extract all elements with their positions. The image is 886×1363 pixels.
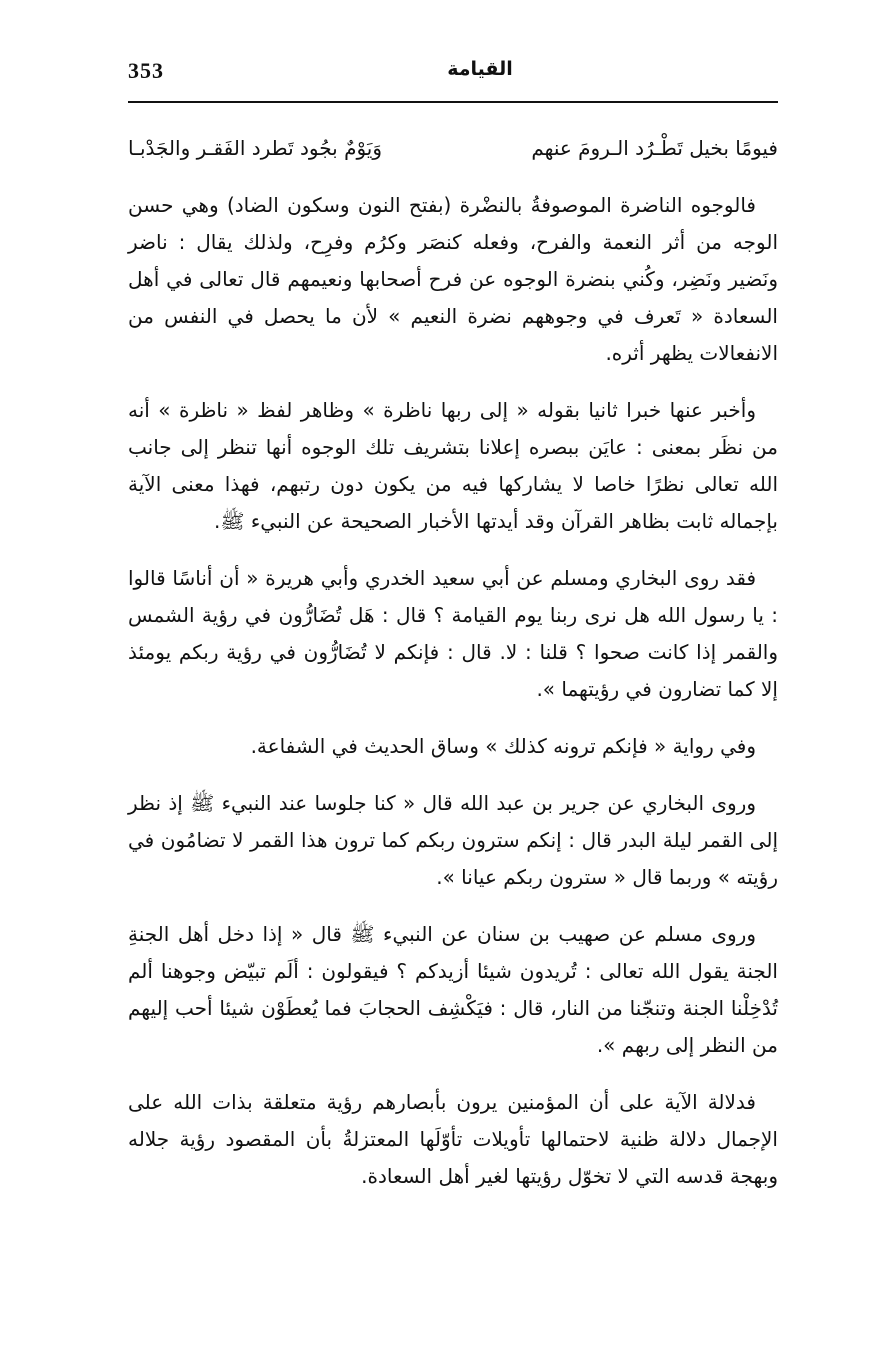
page-body [128,116,778,1215]
verse-second-hemistich: وَيَوْمٌ بجُود تَطرد الفَقـر والجَدْبـا [128,136,383,160]
paragraph: وفي رواية « فإنكم ترونه كذلك » وساق الحديث في الشفاعة. [250,734,756,758]
paragraph: وأخبر عنها خبرا ثانيا بقوله « إلى ربها ناظرة » وظاهر لفظ « ناظرة » أنه من نظَر بمعنى : عايَن ببصره إعلانا بتشريف تلك الوجوه أنها تنظر إلى جانب الله تعالى نظرًا خاصا لا يشاركها فيه من يكون دون رتبهم، فهذا معنى الآية بإجماله ثابت بظاهر القرآن وقد أيدتها الأخبار الصحيحة عن النبيء ﷺ. [128,398,778,533]
poetry-verse [128,130,778,167]
paragraph: وروى البخاري عن جرير بن عبد الله قال « كنا جلوسا عند النبيء ﷺ إذ نظر إلى القمر ليلة البدر قال : إنكم سترون ربكم كما ترون هذا القمر لا تضامُون في رؤيته » وربما قال « سترون ربكم عيانا ». [128,791,778,889]
page-number: 353 [128,58,164,83]
running-title: القيامة [447,58,513,80]
paragraph: فالوجوه الناضرة الموصوفةُ بالنضْرة (بفتح النون وسكون الضاد) وهي حسن الوجه من أثر النعمة والفرح، وفعله كنصَر وكرُم وفرِح، ولذلك يقال : ناضر ونَضير ونَضِر، وكُني بنضرة الوجوه عن فرح أصحابها ونعيمهم قال تعالى في أهل السعادة « تَعرف في وجوههم نضرة النعيم » لأن ما يحصل في النفس من الانفعالات يظهر أثره. [128,193,778,365]
verse-first-hemistich: فيومًا بخيل تَطْـرُد الـرومَ عنهم [531,136,778,160]
paragraph: فدلالة الآية على أن المؤمنين يرون بأبصارهم رؤية متعلقة بذات الله على الإجمال دلالة ظنية لاحتمالها تأويلات تأوّلَها المعتزلةُ بأن المقصود رؤية جلاله وبهجة قدسه التي لا تخوّل رؤيتها لغير أهل السعادة. [128,1090,778,1188]
paragraph: فقد روى البخاري ومسلم عن أبي سعيد الخدري وأبي هريرة « أن أناسًا قالوا : يا رسول الله هل نرى ربنا يوم القيامة ؟ قال : هَل تُضَارُّون في رؤية الشمس والقمر إذا كانت صحوا ؟ قلنا : لا. قال : فإنكم لا تُضَارُّون في رؤية ربكم يومئذ إلا كما تضارون في رؤيتهما ». [128,566,778,701]
header-rule [128,101,778,103]
paragraph: وروى مسلم عن صهيب بن سنان عن النبيء ﷺ قال « إذا دخل أهل الجنةِ الجنة يقول الله تعالى : تُريدون شيئا أزيدكم ؟ فيقولون : ألَم تبيّض وجوهنا ألم تُدْخِلْنا الجنة وتنجّنا من النار، قال : فيَكْشِف الحجابَ فما يُعطَوْن شيئا أحب إليهم من النظر إلى ربهم ». [128,922,778,1057]
